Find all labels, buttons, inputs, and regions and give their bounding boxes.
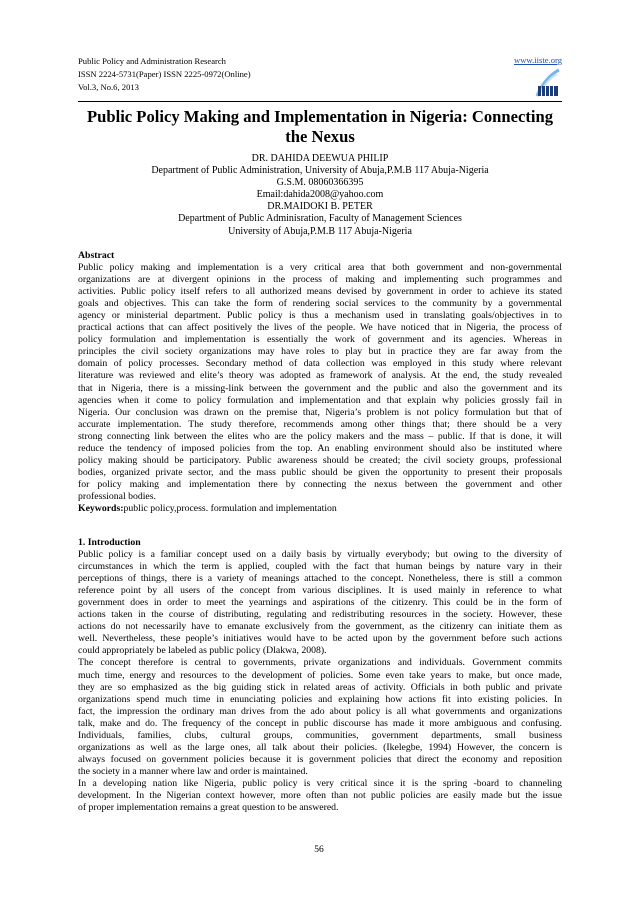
text-line: reference point by all users of the concept from various disciplines. It is used mainly in reference to what: [78, 585, 562, 597]
text-line: the society in a manner where law and order is maintained.: [78, 765, 308, 777]
header-divider: [78, 101, 562, 102]
abstract-text: [78, 262, 562, 503]
text-line: accurate implementation. The study therefore, recommends among other things that; there should be a very: [78, 418, 562, 430]
author-name: DR.MAIDOKI B. PETER: [267, 201, 373, 213]
text-line: reduce the tendency of imposed policies from the top. An enabling environment should also be instituted where: [78, 442, 562, 454]
author-block: [78, 153, 562, 238]
text-line: literature was reviewed and elite’s theory was adopted as framework of analysis. At the end, the study revealed: [78, 370, 562, 382]
introduction-text: [78, 549, 562, 814]
text-line: professional bodies.: [78, 490, 156, 502]
text-line: much time, energy and resources to the development of policies. Some even take years to make, but once made,: [78, 669, 562, 681]
text-line: they are so emphasized as the big guiding stick in related areas of activity. Officials in both public and private: [78, 681, 562, 693]
author-affiliation: Department of Public Adminisration, Faculty of Management Sciences: [178, 213, 462, 225]
text-line: for policy making and implementation there by connecting the nexus between the government and other: [78, 478, 562, 490]
journal-header: [78, 55, 251, 95]
text-line: goals and objectives. This can take the form of rendering social services to the community by a governmental: [78, 298, 562, 310]
author-name: DR. DAHIDA DEEWUA PHILIP: [251, 153, 389, 164]
journal-url-link[interactable]: www.iiste.org: [514, 55, 562, 65]
text-line: domain of policy processes. Secondary method of data collection was employed in this study where relevant: [78, 358, 562, 370]
text-line: organizations are at divergent opinions in the process of making and implementing such programmes and: [78, 274, 562, 286]
text-line: of proper implementation remains a great question to be answered.: [78, 802, 339, 814]
text-line: organizations as well as the large ones, all talk about their policies. (Ikelegbe, 1994) However, the concern is: [78, 741, 562, 753]
introduction-section: [78, 537, 562, 814]
text-line: well. Nevertheless, these people’s initiatives would have to be acted upon by the government before such actions: [78, 633, 562, 645]
text-line: circumstances in which the term is applied, coupled with the fact that human beings by nature vary in their: [78, 561, 562, 573]
abstract-heading: Abstract: [78, 250, 115, 261]
text-line: Individuals, families, clubs, cultural groups, communities, government departments, small business: [78, 729, 562, 741]
text-line: could appropriately be labeled as public policy (Dlakwa, 2008).: [78, 645, 327, 657]
text-line: In a developing nation like Nigeria, public policy is very critical since it is the spring -board to channeling: [78, 777, 562, 789]
text-line: agencies when it come to policy formulation and implementation and that explain why policies grossly fail in: [78, 394, 562, 406]
text-line: development. In the Nigerian context however, more often than not public policies are easily made but the issue: [78, 789, 562, 801]
journal-name: Public Policy and Administration Research: [78, 56, 226, 66]
text-line: policy formulation and implementation is essentially the work of government and its agencies. Whereas in: [78, 334, 562, 346]
title-line: the Nexus: [285, 127, 355, 146]
text-line: The concept therefore is central to governments, private organizations and individuals. Government commits: [78, 657, 562, 669]
text-line: that in Nigeria, there is a missing-link between the government and the public and also the government and its: [78, 382, 562, 394]
author-email: Email:dahida2008@yahoo.com: [256, 189, 384, 201]
text-line: fact, the impression the ordinary man drives from the ado about policy is all what governments and organizations: [78, 705, 562, 717]
text-line: actions taken in the course of distributing, regulating and redistributing resources in the society. However, these: [78, 609, 562, 621]
text-line: policy making should be participatory. Public awareness should be created; the civil society groups, professional: [78, 454, 562, 466]
author-affiliation: Department of Public Administration, University of Abuja,P.M.B 117 Abuja-Nigeria: [151, 165, 489, 177]
text-line: Public policy is a familiar concept used on a daily basis by virtually everybody; but owing to the diversity of: [78, 549, 562, 561]
text-line: talk, make and do. The frequency of the concept in public discourse has made it more ambiguous and confusing.: [78, 717, 562, 729]
text-line: strong connecting link between the elites who are the policy makers and the mass – public. If that is done, it will: [78, 430, 562, 442]
journal-volume: Vol.3, No.6, 2013: [78, 82, 139, 93]
journal-issn: ISSN 2224-5731(Paper) ISSN 2225-0972(Online): [78, 69, 251, 80]
abstract-section: [78, 250, 562, 515]
iiste-logo-icon: [535, 68, 561, 98]
keywords-label: Keywords:: [78, 502, 124, 514]
text-line: actions do not necessarily have to emanate exclusively from the government, as the citizenry can initiate them as: [78, 621, 562, 633]
text-line: agency or ministerial department. Public policy is thus a mechanism used in translating goals/objectives in to: [78, 310, 562, 322]
author-phone: G.S.M. 08060366395: [276, 177, 364, 189]
text-line: organizations spend much time in enunciating policies and explaining how actions fit into existing policies. In: [78, 693, 562, 705]
text-line: perceptions of things, there is a variety of meanings attached to the concept. Nonetheless, there is still a common: [78, 573, 562, 585]
title-line: Public Policy Making and Implementation in Nigeria: Connecting: [86, 107, 554, 126]
text-line: government does in order to meet the yearnings and aspirations of the citizenry. This could be in the form of: [78, 597, 562, 609]
text-line: activities. Public policy itself refers to all authorized means devised by government in order to achieve its stated: [78, 286, 562, 298]
keywords-text: public policy,process. formulation and implementation: [123, 502, 337, 514]
paper-title: [78, 107, 562, 147]
author-affiliation: University of Abuja,P.M.B 117 Abuja-Nigeria: [228, 225, 412, 237]
page-number: 56: [314, 845, 324, 855]
text-line: principles the civil society organizations may have roles to play but in practice they are far away from the: [78, 346, 562, 358]
text-line: Nigeria. Our conclusion was drawn on the premise that, Nigeria’s problem is not policy formulation but that of: [78, 406, 562, 418]
text-line: always focused on government policies because it is government policies that direct the economy and reposition: [78, 753, 562, 765]
text-line: Public policy making and implementation is a very critical area that both government and non-governmental: [78, 262, 562, 274]
keywords-line: [78, 503, 562, 515]
introduction-heading: 1. Introduction: [78, 537, 141, 548]
text-line: practical actions that can affect positively the lives of the people. We have noticed that in Nigeria, the process of: [78, 322, 562, 334]
text-line: bodies, organized private sector, and the mass public should be given the opportunity to present their proposals: [78, 466, 562, 478]
